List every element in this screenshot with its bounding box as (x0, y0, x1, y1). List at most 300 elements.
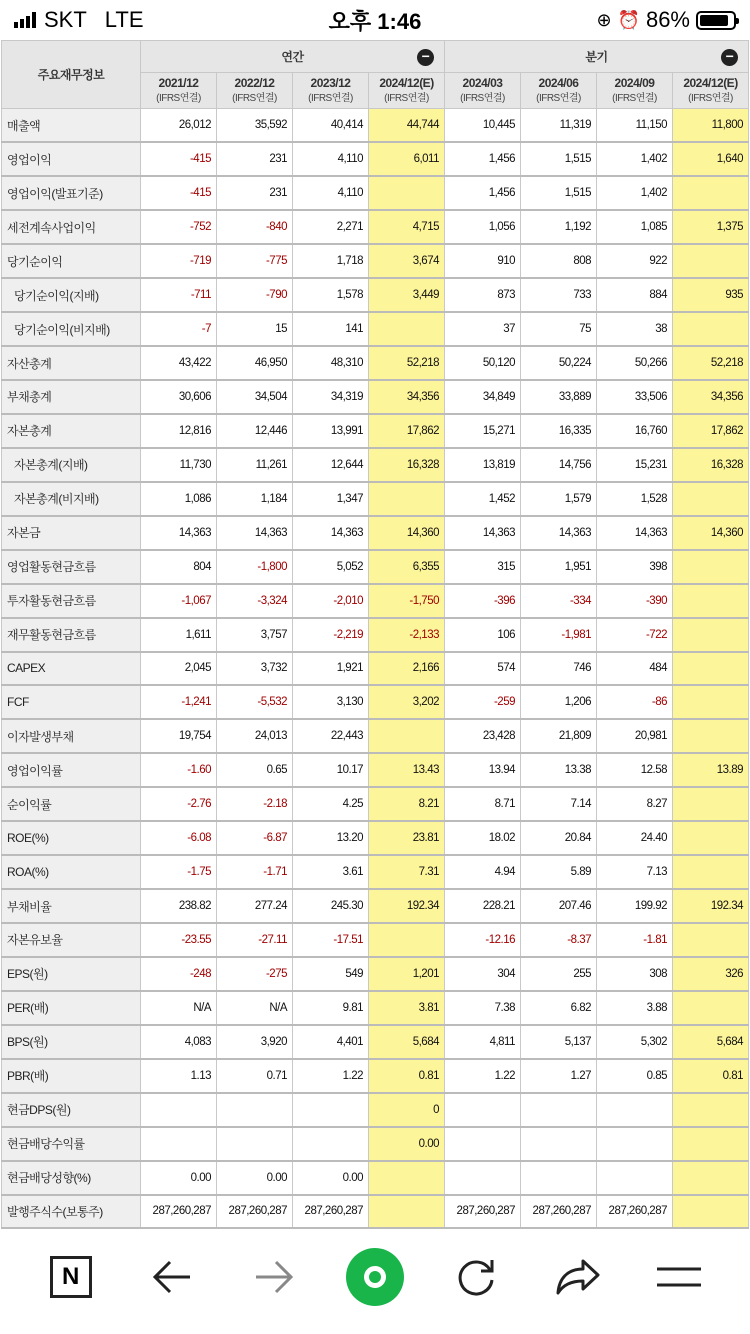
naver-logo-icon: N (50, 1256, 92, 1298)
table-cell (293, 1127, 369, 1161)
table-cell: 4,110 (293, 142, 369, 176)
table-cell: 40,414 (293, 109, 369, 143)
table-row (2, 719, 749, 753)
column-basis: (IFRS연결) (156, 92, 201, 104)
table-cell: 207.46 (521, 889, 597, 923)
refresh-button[interactable] (446, 1247, 506, 1307)
table-cell: 3,130 (293, 685, 369, 719)
table-cell (673, 244, 749, 278)
table-cell (293, 1093, 369, 1127)
table-cell: 4,401 (293, 1025, 369, 1059)
column-basis: (IFRS연결) (612, 92, 657, 104)
carrier: SKT (44, 7, 87, 32)
menu-button[interactable] (649, 1247, 709, 1307)
table-cell: 0.71 (217, 1059, 293, 1093)
table-cell: 46,950 (217, 346, 293, 380)
table-cell: 1,528 (597, 482, 673, 516)
table-cell (445, 1161, 521, 1195)
table-cell: 1,206 (521, 685, 597, 719)
table-cell (673, 312, 749, 346)
table-cell: 1.22 (445, 1059, 521, 1093)
table-row (2, 652, 749, 686)
table-cell: 1,515 (521, 176, 597, 210)
column-header (597, 73, 673, 109)
table-cell: -7 (141, 312, 217, 346)
column-header (521, 73, 597, 109)
group-label: 연간 (281, 50, 304, 64)
table-cell: -5,532 (217, 685, 293, 719)
table-cell: 10,445 (445, 109, 521, 143)
table-cell: -1,800 (217, 550, 293, 584)
column-period: 2022/12 (234, 75, 275, 90)
table-cell: 1,578 (293, 278, 369, 312)
table-row (2, 1127, 749, 1161)
group-quarterly (445, 41, 749, 73)
table-row (2, 482, 749, 516)
table-cell: 38 (597, 312, 673, 346)
table-cell: 12,816 (141, 414, 217, 448)
table-row (2, 957, 749, 991)
column-period: 2024/06 (538, 75, 579, 90)
table-cell: 34,319 (293, 380, 369, 414)
table-cell: 1,515 (521, 142, 597, 176)
table-cell: 2,166 (369, 652, 445, 686)
home-button[interactable] (41, 1247, 101, 1307)
table-cell (521, 1127, 597, 1161)
table-cell: -86 (597, 685, 673, 719)
table-cell (597, 1093, 673, 1127)
table-cell: 14,363 (293, 516, 369, 550)
table-cell: -775 (217, 244, 293, 278)
row-label[interactable]: 자본유보율 (2, 923, 141, 957)
table-cell: 1,402 (597, 142, 673, 176)
table-cell: 2,045 (141, 652, 217, 686)
table-cell: N/A (141, 991, 217, 1025)
table-cell: 8.71 (445, 787, 521, 821)
table-cell: 3,757 (217, 618, 293, 652)
green-dot-button[interactable] (345, 1247, 405, 1307)
table-cell: 23,428 (445, 719, 521, 753)
column-basis: (IFRS연결) (384, 92, 429, 104)
row-label[interactable]: ROE(%) (2, 821, 141, 855)
table-row (2, 584, 749, 618)
table-cell: 0.81 (673, 1059, 749, 1093)
row-label[interactable]: BPS(원) (2, 1025, 141, 1059)
table-cell: 12.58 (597, 753, 673, 787)
table-cell: 0.00 (369, 1127, 445, 1161)
table-cell: -1.60 (141, 753, 217, 787)
row-label[interactable]: 현금배당수익률 (2, 1127, 141, 1161)
table-cell: -790 (217, 278, 293, 312)
table-cell (673, 1161, 749, 1195)
table-cell (673, 652, 749, 686)
table-cell: 1,184 (217, 482, 293, 516)
table-cell: 5,302 (597, 1025, 673, 1059)
table-cell: 20,981 (597, 719, 673, 753)
table-cell: 1.27 (521, 1059, 597, 1093)
column-period: 2024/12(E) (683, 75, 738, 90)
table-cell (673, 550, 749, 584)
table-cell: -2,133 (369, 618, 445, 652)
table-cell (521, 1093, 597, 1127)
battery-percent: 86% (645, 7, 690, 32)
column-header (293, 73, 369, 109)
table-cell: 14,360 (673, 516, 749, 550)
row-label[interactable]: 순이익률 (2, 787, 141, 821)
table-cell: 804 (141, 550, 217, 584)
menu-icon (657, 1265, 701, 1289)
table-cell: 13.89 (673, 753, 749, 787)
table-cell: 44,744 (369, 109, 445, 143)
table-cell (369, 312, 445, 346)
table-cell: -1,241 (141, 685, 217, 719)
table-cell: 21,809 (521, 719, 597, 753)
table-cell: 1,456 (445, 176, 521, 210)
table-cell: 315 (445, 550, 521, 584)
table-row (2, 414, 749, 448)
arrow-right-icon (254, 1259, 294, 1295)
row-label[interactable]: PER(배) (2, 991, 141, 1025)
row-label[interactable]: 자본금 (2, 516, 141, 550)
table-cell: 3.81 (369, 991, 445, 1025)
table-cell (217, 1127, 293, 1161)
row-label[interactable]: 자본총계(비지배) (2, 482, 141, 516)
table-cell: -27.11 (217, 923, 293, 957)
table-cell: 1,611 (141, 618, 217, 652)
table-cell: 4.94 (445, 855, 521, 889)
table-cell: 231 (217, 176, 293, 210)
table-cell: -6.08 (141, 821, 217, 855)
table-cell: 16,335 (521, 414, 597, 448)
table-row (2, 923, 749, 957)
row-label[interactable]: 영업이익(발표기준) (2, 176, 141, 210)
table-cell (673, 685, 749, 719)
table-cell: 0.85 (597, 1059, 673, 1093)
table-cell: 16,328 (673, 448, 749, 482)
table-cell: 10.17 (293, 753, 369, 787)
table-cell: 13.94 (445, 753, 521, 787)
table-cell: 808 (521, 244, 597, 278)
row-label[interactable]: EPS(원) (2, 957, 141, 991)
share-button[interactable] (548, 1247, 608, 1307)
table-cell: 14,363 (597, 516, 673, 550)
row-label[interactable]: 현금DPS(원) (2, 1093, 141, 1127)
table-cell: 33,889 (521, 380, 597, 414)
table-cell: 398 (597, 550, 673, 584)
table-cell: -2.18 (217, 787, 293, 821)
table-cell: 1,921 (293, 652, 369, 686)
status-bar (0, 0, 750, 40)
table-cell: 1,192 (521, 210, 597, 244)
table-cell: 52,218 (673, 346, 749, 380)
column-basis: (IFRS연결) (232, 92, 277, 104)
table-cell: -1.81 (597, 923, 673, 957)
table-cell: -2,010 (293, 584, 369, 618)
table-cell: 4,811 (445, 1025, 521, 1059)
refresh-icon (455, 1256, 497, 1298)
table-cell: 192.34 (369, 889, 445, 923)
table-cell: -711 (141, 278, 217, 312)
table-cell (369, 923, 445, 957)
row-label[interactable]: 당기순이익(지배) (2, 278, 141, 312)
column-period: 2024/12(E) (379, 75, 434, 90)
table-row (2, 1025, 749, 1059)
column-basis: (IFRS연결) (308, 92, 353, 104)
table-cell: 1,086 (141, 482, 217, 516)
table-row (2, 380, 749, 414)
table-cell: 0.00 (141, 1161, 217, 1195)
table-row (2, 991, 749, 1025)
table-cell: 884 (597, 278, 673, 312)
column-header (369, 73, 445, 109)
table-cell: -8.37 (521, 923, 597, 957)
table-cell (521, 1161, 597, 1195)
table-cell: 13.38 (521, 753, 597, 787)
table-cell: 733 (521, 278, 597, 312)
table-cell (445, 1127, 521, 1161)
table-cell: 13.20 (293, 821, 369, 855)
financial-table (1, 40, 749, 1229)
table-cell: 48,310 (293, 346, 369, 380)
table-cell: 106 (445, 618, 521, 652)
table-cell: 4,083 (141, 1025, 217, 1059)
table-cell: 3.61 (293, 855, 369, 889)
table-cell: 14,363 (217, 516, 293, 550)
network-type: LTE (104, 7, 144, 32)
table-row (2, 1161, 749, 1195)
table-cell: 2,271 (293, 210, 369, 244)
row-label[interactable]: 재무활동현금흐름 (2, 618, 141, 652)
table-cell: 287,260,287 (217, 1195, 293, 1229)
table-cell: 1,347 (293, 482, 369, 516)
table-cell (141, 1093, 217, 1127)
table-cell (673, 923, 749, 957)
table-cell: -2.76 (141, 787, 217, 821)
table-cell (445, 1093, 521, 1127)
table-cell: 34,504 (217, 380, 293, 414)
row-label[interactable]: 영업활동현금흐름 (2, 550, 141, 584)
row-label[interactable]: 자본총계 (2, 414, 141, 448)
table-row (2, 448, 749, 482)
table-cell: 11,261 (217, 448, 293, 482)
table-cell (141, 1127, 217, 1161)
table-cell: 287,260,287 (597, 1195, 673, 1229)
table-cell: 7.38 (445, 991, 521, 1025)
row-label[interactable]: 매출액 (2, 109, 141, 143)
column-period: 2024/03 (462, 75, 503, 90)
table-row (2, 753, 749, 787)
row-label[interactable]: 부채비율 (2, 889, 141, 923)
table-cell: 22,443 (293, 719, 369, 753)
column-period: 2023/12 (310, 75, 351, 90)
table-row (2, 1195, 749, 1229)
row-label[interactable]: 자본총계(지배) (2, 448, 141, 482)
table-cell: -840 (217, 210, 293, 244)
table-cell: 199.92 (597, 889, 673, 923)
table-row (2, 109, 749, 143)
table-cell (369, 719, 445, 753)
table-cell: -2,219 (293, 618, 369, 652)
table-cell (673, 482, 749, 516)
table-cell: 228.21 (445, 889, 521, 923)
table-cell: -1,981 (521, 618, 597, 652)
table-cell: 1,456 (445, 142, 521, 176)
table-cell: 11,150 (597, 109, 673, 143)
table-row (2, 516, 749, 550)
row-label[interactable]: CAPEX (2, 652, 141, 686)
table-cell: 14,360 (369, 516, 445, 550)
table-cell: 20.84 (521, 821, 597, 855)
table-row (2, 685, 749, 719)
table-cell: 4,715 (369, 210, 445, 244)
table-cell: 5,684 (673, 1025, 749, 1059)
table-cell: 13.43 (369, 753, 445, 787)
table-cell: 141 (293, 312, 369, 346)
table-cell (673, 1093, 749, 1127)
row-label[interactable]: 투자활동현금흐름 (2, 584, 141, 618)
collapse-quarterly-button[interactable]: − (721, 49, 738, 66)
row-label[interactable]: 세전계속사업이익 (2, 210, 141, 244)
table-cell: 35,592 (217, 109, 293, 143)
table-cell: -23.55 (141, 923, 217, 957)
table-cell: 11,800 (673, 109, 749, 143)
table-cell: 574 (445, 652, 521, 686)
table-cell: 14,363 (445, 516, 521, 550)
back-button[interactable] (142, 1247, 202, 1307)
table-cell: 1,640 (673, 142, 749, 176)
table-cell: 873 (445, 278, 521, 312)
row-label[interactable]: 발행주식수(보통주) (2, 1195, 141, 1229)
row-label[interactable]: 현금배당성향(%) (2, 1161, 141, 1195)
table-row (2, 550, 749, 584)
forward-button[interactable] (244, 1247, 304, 1307)
table-cell: 5,052 (293, 550, 369, 584)
row-label[interactable]: ROA(%) (2, 855, 141, 889)
row-label[interactable]: 당기순이익 (2, 244, 141, 278)
row-label[interactable]: 부채총계 (2, 380, 141, 414)
table-cell: 238.82 (141, 889, 217, 923)
table-cell: -396 (445, 584, 521, 618)
table-cell: 13,819 (445, 448, 521, 482)
collapse-annual-button[interactable]: − (417, 49, 434, 66)
table-cell: 245.30 (293, 889, 369, 923)
table-row (2, 855, 749, 889)
signal-icon (14, 12, 36, 28)
table-cell: 1,718 (293, 244, 369, 278)
table-cell: -415 (141, 176, 217, 210)
table-cell: 0.00 (217, 1161, 293, 1195)
table-cell: 50,224 (521, 346, 597, 380)
browser-toolbar (0, 1230, 750, 1334)
table-cell: -334 (521, 584, 597, 618)
table-cell: 192.34 (673, 889, 749, 923)
table-cell: 34,849 (445, 380, 521, 414)
table-cell: 1,375 (673, 210, 749, 244)
table-cell (217, 1093, 293, 1127)
table-cell: 308 (597, 957, 673, 991)
table-row (2, 1093, 749, 1127)
table-row (2, 787, 749, 821)
table-cell: -719 (141, 244, 217, 278)
table-cell (369, 482, 445, 516)
table-cell: 11,319 (521, 109, 597, 143)
column-period: 2024/09 (614, 75, 655, 90)
table-cell: 18.02 (445, 821, 521, 855)
row-label[interactable]: PBR(배) (2, 1059, 141, 1093)
table-row (2, 176, 749, 210)
table-cell: 326 (673, 957, 749, 991)
table-cell: 50,120 (445, 346, 521, 380)
table-cell: -1.75 (141, 855, 217, 889)
row-label[interactable]: 영업이익률 (2, 753, 141, 787)
table-cell: 1,402 (597, 176, 673, 210)
table-cell: 255 (521, 957, 597, 991)
rotation-lock-icon: ⊕ (596, 9, 612, 30)
table-cell (673, 719, 749, 753)
table-cell: 1,951 (521, 550, 597, 584)
table-cell: 9.81 (293, 991, 369, 1025)
table-cell: 1,056 (445, 210, 521, 244)
row-label[interactable]: 당기순이익(비지배) (2, 312, 141, 346)
table-cell: -17.51 (293, 923, 369, 957)
battery-icon (696, 11, 736, 30)
table-cell (673, 821, 749, 855)
table-cell: 0.81 (369, 1059, 445, 1093)
table-cell: 14,363 (141, 516, 217, 550)
table-cell: 19,754 (141, 719, 217, 753)
table-cell: 16,760 (597, 414, 673, 448)
table-cell: -752 (141, 210, 217, 244)
table-cell: 287,260,287 (521, 1195, 597, 1229)
table-cell: 33,506 (597, 380, 673, 414)
table-cell: 484 (597, 652, 673, 686)
table-cell (673, 1127, 749, 1161)
row-label[interactable]: 자산총계 (2, 346, 141, 380)
table-cell (673, 991, 749, 1025)
table-cell: 11,730 (141, 448, 217, 482)
row-label[interactable]: FCF (2, 685, 141, 719)
column-basis: (IFRS연결) (460, 92, 505, 104)
share-icon (555, 1257, 601, 1297)
table-cell: 3,920 (217, 1025, 293, 1059)
table-cell: 5,137 (521, 1025, 597, 1059)
row-label[interactable]: 이자발생부채 (2, 719, 141, 753)
table-cell: 3,449 (369, 278, 445, 312)
table-cell: 935 (673, 278, 749, 312)
row-label[interactable]: 영업이익 (2, 142, 141, 176)
table-cell: 1,201 (369, 957, 445, 991)
table-cell: -390 (597, 584, 673, 618)
table-cell: 30,606 (141, 380, 217, 414)
table-row (2, 889, 749, 923)
table-cell: 34,356 (369, 380, 445, 414)
table-cell: 304 (445, 957, 521, 991)
arrow-left-icon (152, 1259, 192, 1295)
table-cell: 7.13 (597, 855, 673, 889)
table-cell: 3,202 (369, 685, 445, 719)
table-cell: 43,422 (141, 346, 217, 380)
table-cell: 23.81 (369, 821, 445, 855)
table-cell: -722 (597, 618, 673, 652)
table-cell: 12,644 (293, 448, 369, 482)
table-cell (673, 855, 749, 889)
table-cell (597, 1127, 673, 1161)
table-cell (597, 1161, 673, 1195)
table-row (2, 346, 749, 380)
table-cell: 24.40 (597, 821, 673, 855)
table-cell: 277.24 (217, 889, 293, 923)
table-cell: 17,862 (369, 414, 445, 448)
